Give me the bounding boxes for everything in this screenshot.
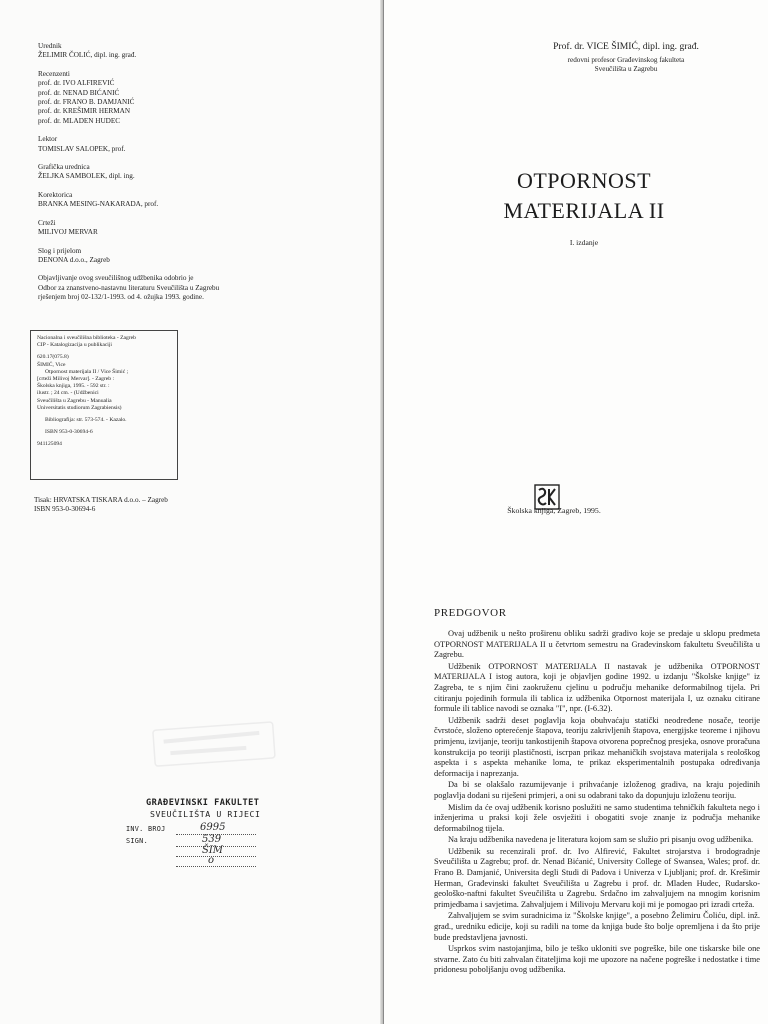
- imprint-reviewers: [38, 70, 278, 126]
- inv-number-handwritten: 6995: [200, 822, 226, 833]
- cip-description: Školska knjiga, 1995. - 592 str. :: [37, 383, 110, 390]
- edition-label: I. izdanje: [569, 238, 599, 247]
- imprint-line: prof. dr. KREŠIMIR HERMAN: [38, 107, 131, 116]
- imprint-heading: Lektor: [38, 135, 58, 144]
- preface-paragraph: Usprkos svim nastojanjima, bilo je teško ukloniti sve pogreške, bile one tiskarske bile one stvarne. Zato ću biti zahvalan čitateljima koji me upozore na načene pogreške i nedostatke i time pridonesu poboljšanju ovog udžbenika.: [434, 944, 760, 975]
- author-affiliation: [502, 56, 750, 74]
- preface-paragraph: Na kraju udžbenika navedena je literatura kojom sam se služio pri pisanju ovog udžbenika.: [448, 835, 754, 845]
- approval-line: Odbor za znanstveno-nastavnu literaturu Sveučilišta u Zagrebu: [38, 283, 220, 292]
- print-info: [34, 496, 168, 515]
- imprint-typesetting: [38, 247, 278, 266]
- imprint-heading: Grafička urednica: [38, 163, 90, 172]
- imprint-drawings: [38, 219, 278, 238]
- imprint-heading: Slog i prijelom: [38, 246, 82, 255]
- imprint-corrector: [38, 191, 278, 210]
- cip-classification: 620.17(075.8): [37, 354, 69, 361]
- cip-description: Universitatis studiorum Zagrabiensis): [37, 404, 122, 411]
- imprint: [38, 42, 278, 303]
- sign-handwritten-3: o: [208, 855, 215, 866]
- imprint-line: prof. dr. IVO ALFIREVIĆ: [38, 79, 115, 88]
- inv-label: INV. BROJ: [126, 825, 166, 833]
- author-line: Prof. dr. VICE ŠIMIĆ, dipl. ing. građ.: [553, 41, 699, 52]
- isbn-line: ISBN 953-0-30694-6: [34, 505, 96, 514]
- preface-paragraph: Da bi se olakšalo razumijevanje i prihvaćanje izloženog gradiva, na kraju pojedinih poglavlja dodani su riješeni primjeri, a oni su odabrani tako da dopunjuju izloženu teoriju.: [434, 780, 760, 800]
- cip-header: Nacionalna i sveučilišna biblioteka - Zagreb: [37, 335, 136, 341]
- sign-handwritten-1: 539: [202, 834, 222, 845]
- preface-paragraph: Mislim da će ovaj udžbenik korisno poslužiti ne samo studentima tehničkih fakulteta nego i inženjerima u praksi koji žele osvježiti i obogatiti svoje znanje iz područja mehanike deformabilnog tijela.: [434, 802, 760, 833]
- book-title: [454, 166, 714, 226]
- sign-handwritten-2: ŠIM: [202, 845, 224, 856]
- library-stamp: [124, 798, 284, 868]
- approval-line: Objavljivanje ovog sveučilišnog udžbenika odobrio je: [38, 274, 194, 283]
- imprint-line: MILIVOJ MERVAR: [38, 228, 98, 237]
- cip-record-id: 941125094: [37, 441, 62, 448]
- imprint-line: prof. dr. MLADEN HUDEC: [38, 116, 121, 125]
- preface-paragraph: Zahvaljujem se svim suradnicima iz "Školske knjige", a posebno Želimiru Čoliću, dipl. inž. građ., uredniku edicije, koji su radili na tome da knjiga bude što bolje opremljena i da što prije bude predstavljena javnosti.: [434, 911, 760, 942]
- imprint-line: ŽELJKA SAMBOLEK, dipl. ing.: [38, 172, 135, 181]
- imprint-line: prof. dr. NENAD BIĆANIĆ: [38, 88, 120, 97]
- imprint-heading: Korektorica: [38, 190, 73, 199]
- library-stamp-name: GRAĐEVINSKI FAKULTET: [146, 798, 260, 808]
- cip-bibliography: Bibliografija: str. 573-574. - Kazalo.: [45, 417, 127, 424]
- publisher-line: Školska knjiga, Zagreb, 1995.: [507, 506, 601, 515]
- faded-stamp-mark: [148, 716, 281, 775]
- imprint-line: DENONA d.o.o., Zagreb: [38, 255, 110, 264]
- preface-body: [434, 629, 760, 977]
- sign-dotted-line-2: [176, 856, 256, 857]
- imprint-proofreader: [38, 135, 278, 154]
- right-page: [384, 0, 768, 1024]
- imprint-line: ŽELIMIR ČOLIĆ, dipl. ing. građ.: [38, 51, 137, 60]
- cip-description: Otpornost materijala II / Vice Šimić ;: [45, 368, 129, 375]
- preface-paragraph: Udžbenik su recenzirali prof. dr. Ivo Alfirević, Fakultet strojarstva i brodogradnje Sveučilišta u Zagrebu; prof. dr. Nenad Bićanić, University College of Swansea, Wales; prof. dr. Frano B. Damjanić, Universita degli Studi di Padova i Univerza v Ljubljani; prof. dr. Krešimir Herman, Građevinski fakultet Sveučilišta u Zagrebu i prof. dr. Mladen Hudec, Rudarsko-geološko-naftni fakultet Sveučilišta u Zagrebu. Srdačno im zahvaljujem na mnogim korisnim primjedbama i savjetima. Zahvaljujem i Milivoju Mervaru koji mi je pomogao pri izradi crteža.: [434, 846, 760, 909]
- faded-stamp: [148, 716, 281, 775]
- cip-description: [crteži Milivoj Mervar]. - Zagreb :: [37, 376, 115, 383]
- cip-record: [30, 330, 178, 480]
- approval-line: rješenjem broj 02-132/1-1993. od 4. ožujka 1993. godine.: [38, 293, 204, 302]
- preface-paragraph: Ovaj udžbenik u nešto proširenu obliku sadrži gradivo koje se predaje u sklopu predmeta OTPORNOST MATERIJALA II u četvrtom semestru na Građevinskom fakultetu Sveučilišta u Zagrebu.: [434, 629, 760, 660]
- imprint-heading: Urednik: [38, 42, 62, 50]
- cip-header: CIP - Katalogizacija u publikaciji: [37, 342, 112, 349]
- sign-dotted-line-3: [176, 866, 256, 867]
- author-affiliation-line: Sveučilišta u Zagrebu: [594, 65, 658, 74]
- cip-description: ilustr. ; 24 cm. - (Udžbenici: [37, 390, 99, 397]
- imprint-heading: Crteži: [38, 218, 56, 227]
- imprint-graphic-editor: [38, 163, 278, 182]
- imprint-heading: Recenzenti: [38, 69, 70, 78]
- imprint-line: BRANKA MESING-NAKARADA, prof.: [38, 200, 159, 209]
- cip-isbn: ISBN 953-0-30694-6: [45, 429, 93, 436]
- preface-paragraph: Udžbenik sadrži deset poglavlja koja obuhvaćaju statički neodređene nosače, teorije čvrstoće, složeno opterećenje štapova, teoriju zakrivljenih štapova, energijske teoreme i njihovu primjenu, izvijanje, teoriju tankostijenih štapova otvorena poprečnog presjeka, osnove proračuna konstrukcija po teoriji plastičnosti, iscrpan prikaz mehaničkih svojstava materijala s reološkog aspekta i s aspekta mehanike loma, te prikaz eksperimentalnih postupaka određivanja deformacija i naprezanja.: [434, 715, 760, 778]
- imprint-line: TOMISLAV SALOPEK, prof.: [38, 144, 126, 153]
- preface-paragraph: Udžbenik OTPORNOST MATERIJALA II nastavak je udžbenika OTPORNOST MATERIJALA I istog autora, koji je objavljen godine 1992. u izdanju "Školske knjige" iz Zagreba, te s njim čini zaokruženu cjelinu u području mehanike deformabilnog tijela. Pri citiranju pojedinih formula ili tablica iz udžbenika Otpornost materijala I, uz oznaku citirane formule ili tablice navodi se oznaka "I", npr. (I-6.32).: [434, 661, 760, 714]
- imprint-line: prof. dr. FRANO B. DAMJANIĆ: [38, 98, 135, 107]
- approval-note: [38, 274, 278, 302]
- book-title-line-2: MATERIJALA II: [503, 198, 665, 223]
- imprint-editor: [38, 42, 278, 61]
- book-title-line-1: OTPORNOST: [516, 168, 652, 193]
- sign-label: SIGN.: [126, 837, 148, 845]
- cip-description: Sveučilišta u Zagrebu - Manualia: [37, 397, 112, 404]
- printer-line: Tisak: HRVATSKA TISKARA d.o.o. – Zagreb: [34, 496, 168, 504]
- cip-author: ŠIMIĆ, Vice: [37, 361, 66, 368]
- library-stamp-subtitle: SVEUČILIŠTA U RIJECI: [150, 809, 261, 819]
- preface-heading: PREDGOVOR: [434, 607, 507, 619]
- author-affiliation-line: redovni profesor Građevinskog fakulteta: [567, 56, 685, 64]
